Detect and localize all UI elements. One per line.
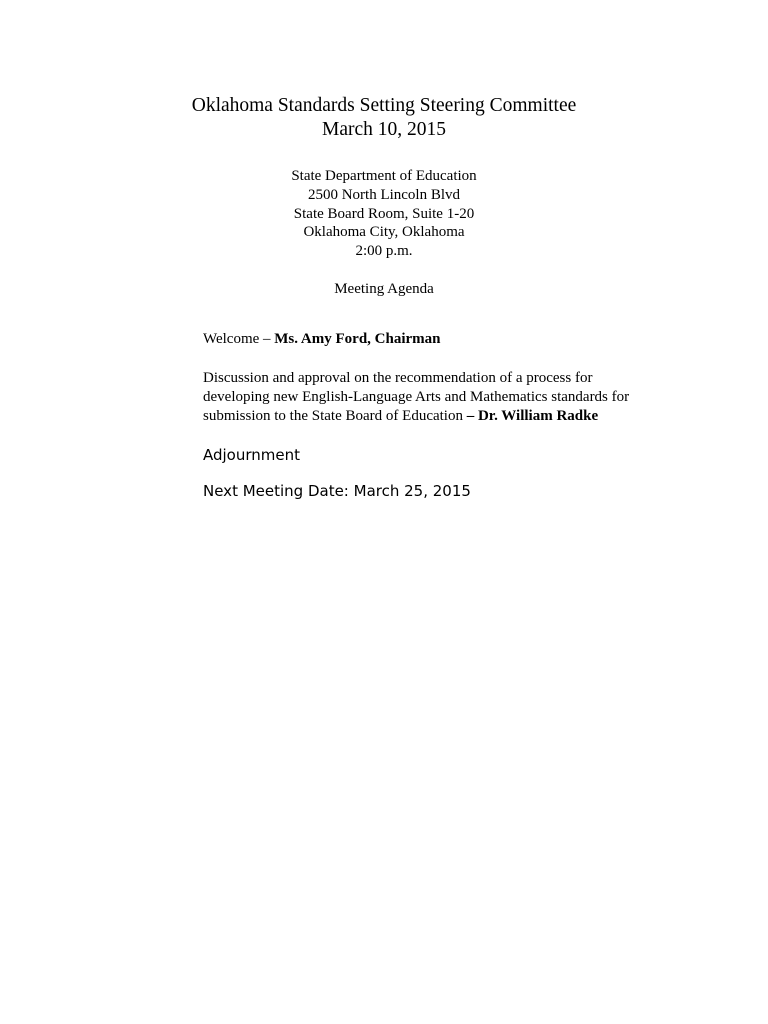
meeting-location: [0, 167, 768, 261]
agenda-item-adjournment: Adjournment: [203, 446, 301, 464]
location-street: 2500 North Lincoln Blvd: [307, 186, 461, 203]
agenda-heading: Meeting Agenda: [334, 281, 434, 297]
discussion-presenter: – Dr. William Radke: [466, 408, 599, 424]
document-title: Oklahoma Standards Setting Steering Committee: [191, 95, 577, 116]
welcome-presenter: Ms. Amy Ford, Chairman: [274, 331, 441, 347]
discussion-text: Discussion and approval on the recommendation of a process for developing new English-Language Arts and Mathematics standards for submission to the State Board of Education: [203, 370, 630, 424]
welcome-label: Welcome –: [203, 331, 275, 347]
agenda-item-welcome: [203, 330, 643, 349]
location-city: Oklahoma City, Oklahoma: [303, 224, 465, 241]
meeting-date: March 10, 2015: [321, 119, 447, 140]
agenda-item-discussion: [203, 369, 643, 426]
next-meeting-date: Next Meeting Date: March 25, 2015: [203, 482, 471, 500]
meeting-time: 2:00 p.m.: [355, 243, 413, 260]
location-department: State Department of Education: [291, 168, 477, 184]
location-room: State Board Room, Suite 1-20: [293, 205, 475, 222]
